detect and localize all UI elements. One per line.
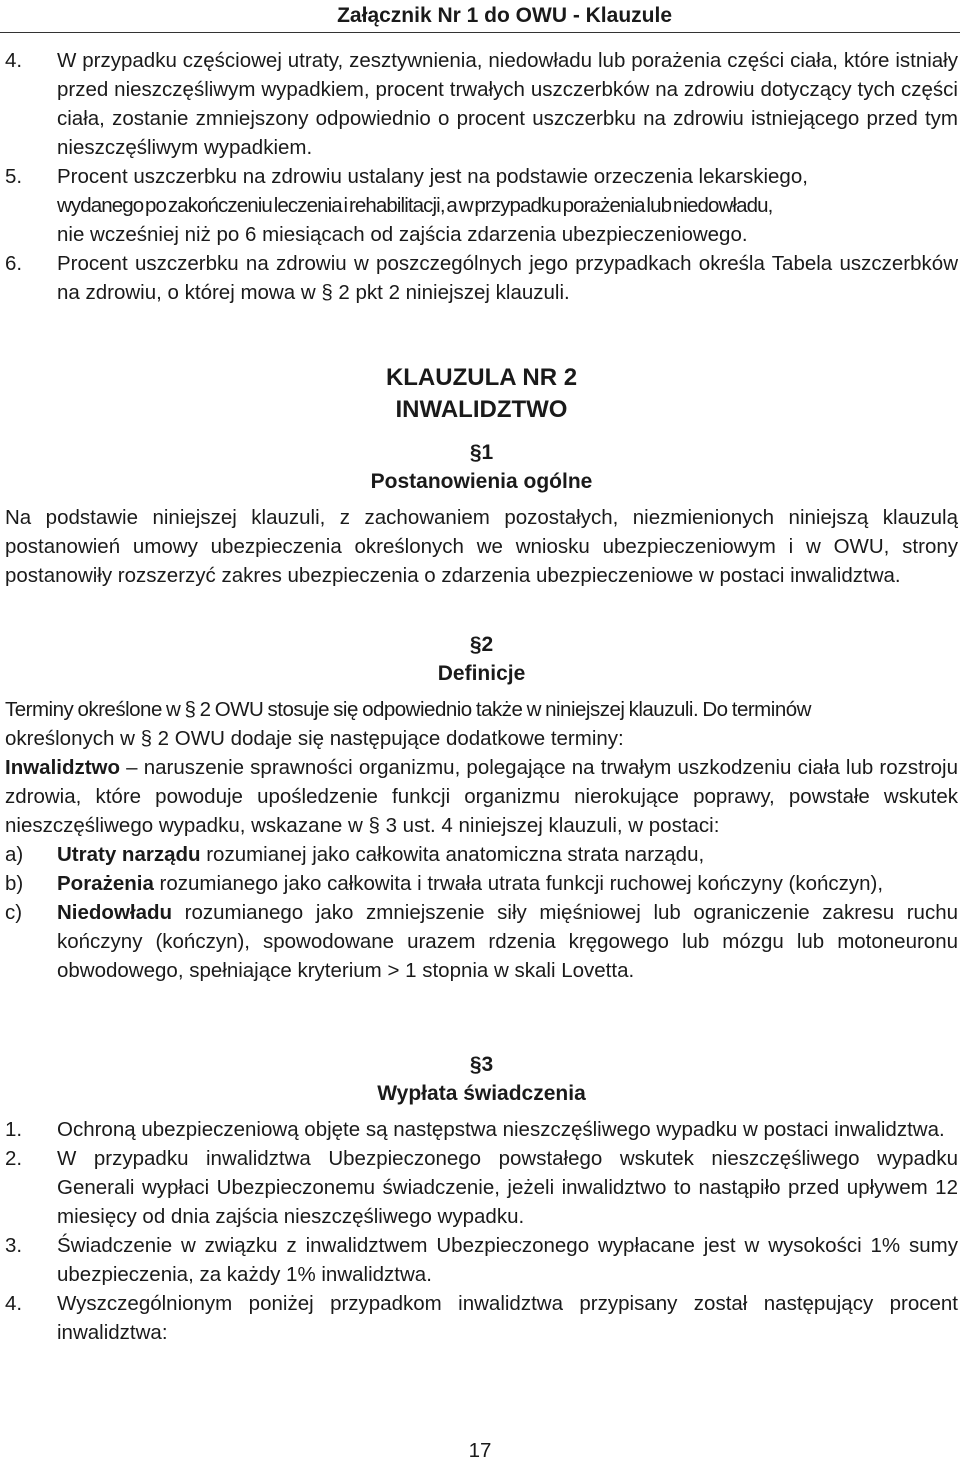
item-text: Wyszczególnionym poniżej przypadkom inwalidztwa przypisany został następujący procent inwalidztwa: <box>57 1292 958 1344</box>
item-term: Utraty narządu <box>57 843 201 866</box>
item-label: b) <box>5 872 24 895</box>
item-label: a) <box>5 843 24 866</box>
list-item <box>5 46 958 162</box>
item-number: 3. <box>5 1234 23 1257</box>
section-title: Definicje <box>437 662 526 685</box>
section-title: Wypłata świadczenia <box>377 1082 586 1105</box>
section-mark: §2 <box>469 633 494 656</box>
section-3-list <box>5 1115 958 1347</box>
list-item <box>5 1115 958 1144</box>
definition-term: Inwalidztwo <box>5 756 121 779</box>
definition-text: – naruszenie sprawności organizmu, polegające na trwałym uszkodzeniu ciała lub rozstroju zdrowia, które powoduje upośledzenie funkcji organizmu nierokujące poprawy, powstałe wskutek nieszczęśliwego wypadku, wskazane w § 3 ust. 4 niniejszej klauzuli, w postaci: <box>5 756 958 837</box>
item-line: wydanego po zakończeniu leczenia i rehabilitacji, a w przypadku porażenia lub niedowładu, <box>57 194 773 217</box>
section-title: Postanowienia ogólne <box>370 470 593 493</box>
definition-intro-line: Terminy określone w § 2 OWU stosuje się odpowiednio także w niniejszej klauzuli. Do terminów <box>5 698 811 721</box>
definition <box>5 753 958 840</box>
item-text: W przypadku inwalidztwa Ubezpieczonego powstałego wskutek nieszczęśliwego wypadku Generali wypłaci Ubezpieczonemu świadczenie, jeżeli inwalidztwo to nastąpiło przed upływem 12 miesięcy od dnia zajścia nieszczęśliwego wypadku. <box>57 1147 958 1228</box>
item-text <box>57 869 958 898</box>
definition-item <box>5 840 958 869</box>
section-3-heading <box>5 1050 958 1108</box>
item-line: nie wcześniej niż po 6 miesiącach od zajścia zdarzenia ubezpieczeniowego. <box>57 223 748 246</box>
item-line: Procent uszczerbku na zdrowiu ustalany jest na podstawie orzeczenia lekarskiego, <box>57 165 808 188</box>
section-2-heading <box>5 630 958 688</box>
section-1-text: Na podstawie niniejszej klauzuli, z zachowaniem pozostałych, niezmienionych niniejszą klauzulą postanowień umowy ubezpieczenia określonych we wniosku ubezpieczeniowym i w OWU, strony postanowiły rozszerzyć zakres ubezpieczenia o zdarzenia ubezpieczeniowe w postaci inwalidztwa. <box>5 506 958 587</box>
item-text <box>57 162 958 249</box>
item-number: 5. <box>5 165 23 188</box>
item-term: Niedowładu <box>57 901 173 924</box>
list-item <box>5 1231 958 1289</box>
header-title: Załącznik Nr 1 do OWU - Klauzule <box>337 4 672 27</box>
definition-intro-line: określonych w § 2 OWU dodaje się następujące dodatkowe terminy: <box>5 727 624 750</box>
item-text: Procent uszczerbku na zdrowiu w poszczególnych jego przypadkach określa Tabela uszczerbków na zdrowiu, o której mowa w § 2 pkt 2 niniejszej klauzuli. <box>57 252 958 304</box>
definition-item <box>5 898 958 985</box>
section-1-heading <box>5 438 958 496</box>
page-number: 17 <box>468 1439 492 1462</box>
clause-number: KLAUZULA NR 2 <box>385 364 578 391</box>
section-2-body <box>5 695 958 985</box>
item-text <box>57 840 958 869</box>
item-label: c) <box>5 901 23 924</box>
item-number: 4. <box>5 49 23 72</box>
definition-item <box>5 869 958 898</box>
clause-heading <box>5 362 958 426</box>
item-number: 1. <box>5 1118 23 1141</box>
item-term: Porażenia <box>57 872 154 895</box>
item-text <box>57 898 958 985</box>
item-desc: rozumianego jako całkowita i trwała utrata funkcji ruchowej kończyny (kończyn), <box>153 872 884 895</box>
item-number: 6. <box>5 252 23 275</box>
item-number: 2. <box>5 1147 23 1170</box>
item-text: Świadczenie w związku z inwalidztwem Ubezpieczonego wypłacane jest w wysokości 1% sumy ubezpieczenia, za każdy 1% inwalidztwa. <box>57 1234 958 1286</box>
item-text: W przypadku częściowej utraty, zesztywnienia, niedowładu lub porażenia części ciała, które istniały przed nieszczęśliwym wypadkiem, procent trwałych uszczerbków na zdrowiu dotyczący tych części ciała, zostanie zmniejszony odpowiednio o procent uszczerbku na zdrowiu istniejącego przed tym nieszczęśliwym wypadkiem. <box>57 49 958 159</box>
clause-name: INWALIDZTWO <box>395 396 568 423</box>
intro-list <box>5 46 958 307</box>
item-number: 4. <box>5 1292 23 1315</box>
item-text: Ochroną ubezpieczeniową objęte są następstwa nieszczęśliwego wypadku w postaci inwalidztwa. <box>57 1118 945 1141</box>
list-item <box>5 1144 958 1231</box>
item-desc: rozumianej jako całkowita anatomiczna strata narządu, <box>200 843 705 866</box>
list-item <box>5 1289 958 1347</box>
list-item <box>5 249 958 307</box>
list-item <box>5 162 958 249</box>
header-divider <box>0 32 960 33</box>
section-mark: §1 <box>469 441 494 464</box>
section-mark: §3 <box>469 1053 494 1076</box>
item-desc: rozumianego jako zmniejszenie siły mięśniowej lub ograniczenie zakresu ruchu kończyny (kończyn), spowodowane urazem rdzenia kręgowego lub mózgu lub motoneuronu obwodowego, spełniające kryterium > 1 stopnia w skali Lovetta. <box>57 901 958 982</box>
